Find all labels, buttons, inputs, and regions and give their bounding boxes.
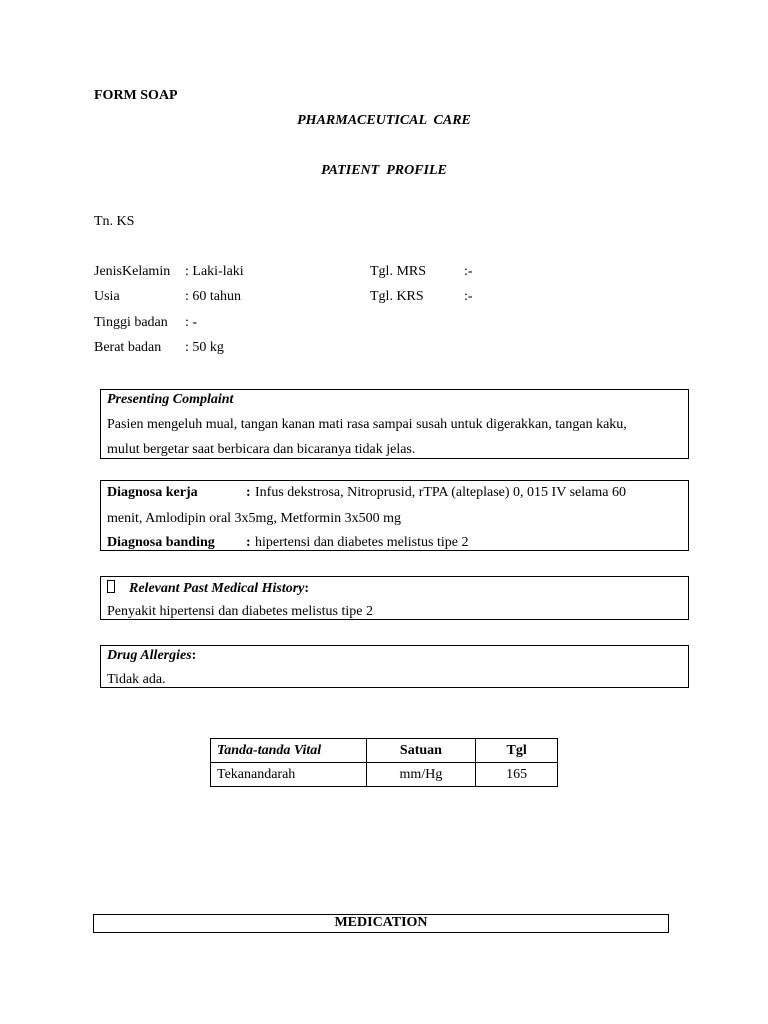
past-medical-history-value: Penyakit hipertensi dan diabetes melistus tipe 2 (107, 604, 373, 619)
presenting-complaint-heading: Presenting Complaint (107, 392, 234, 407)
drug-allergies-colon: : (191, 648, 197, 663)
krs-date-value: :- (464, 289, 473, 304)
differential-diagnosis-colon: : (246, 535, 251, 550)
section-title: PATIENT PROFILE (321, 163, 447, 178)
working-diagnosis-value-line-2: menit, Amlodipin oral 3x5mg, Metformin 3x500 mg (107, 511, 401, 526)
unit-header: Satuan (366, 739, 476, 763)
drug-allergies-box (100, 645, 689, 688)
gender-value: : Laki-laki (185, 264, 244, 279)
vital-sign-name: Tekanandarah (211, 763, 367, 787)
drug-allergies-heading-row (107, 649, 196, 663)
patient-name: Tn. KS (94, 214, 135, 229)
form-title: FORM SOAP (94, 88, 178, 103)
document-subtitle: PHARMACEUTICAL CARE (297, 113, 471, 128)
past-medical-history-box (100, 576, 689, 620)
table-row (211, 763, 558, 787)
mrs-date-label: Tgl. MRS (370, 264, 427, 279)
vital-sign-unit: mm/Hg (366, 763, 476, 787)
krs-date-label: Tgl. KRS (370, 289, 424, 304)
presenting-complaint-box (100, 389, 689, 459)
working-diagnosis-value-line-1: Infus dekstrosa, Nitroprusid, rTPA (alteplase) 0, 015 IV selama 60 (255, 485, 626, 500)
height-value: : - (185, 315, 198, 330)
past-medical-history-colon: : (304, 581, 310, 596)
past-medical-history-heading: Relevant Past Medical History (129, 581, 305, 596)
checkbox-icon (107, 580, 115, 593)
weight-label: Berat badan (94, 340, 162, 355)
drug-allergies-value: Tidak ada. (107, 672, 166, 687)
age-value: : 60 tahun (185, 289, 241, 304)
vital-sign-value: 165 (476, 763, 558, 787)
table-header-row (211, 739, 558, 763)
age-label: Usia (94, 289, 120, 304)
weight-value: : 50 kg (185, 340, 224, 355)
diagnosis-box (100, 480, 689, 551)
date-header: Tgl (476, 739, 558, 763)
mrs-date-value: :- (464, 264, 473, 279)
presenting-complaint-line-1: Pasien mengeluh mual, tangan kanan mati rasa sampai susah untuk digerakkan, tangan kaku, (107, 417, 627, 432)
vital-signs-table (210, 738, 558, 787)
vital-signs-header: Tanda-tanda Vital (211, 739, 367, 763)
working-diagnosis-colon: : (246, 485, 251, 500)
differential-diagnosis-value: hipertensi dan diabetes melistus tipe 2 (255, 535, 469, 550)
drug-allergies-heading: Drug Allergies (107, 648, 192, 663)
differential-diagnosis-label: Diagnosa banding (107, 535, 215, 550)
medication-heading: MEDICATION (334, 915, 428, 930)
height-label: Tinggi badan (94, 315, 168, 330)
medication-heading-box (93, 914, 669, 933)
presenting-complaint-line-2: mulut bergetar saat berbicara dan bicaranya tidak jelas. (107, 442, 416, 457)
past-medical-history-heading-row (107, 580, 309, 596)
working-diagnosis-label: Diagnosa kerja (107, 485, 198, 500)
gender-label: JenisKelamin (94, 264, 171, 279)
